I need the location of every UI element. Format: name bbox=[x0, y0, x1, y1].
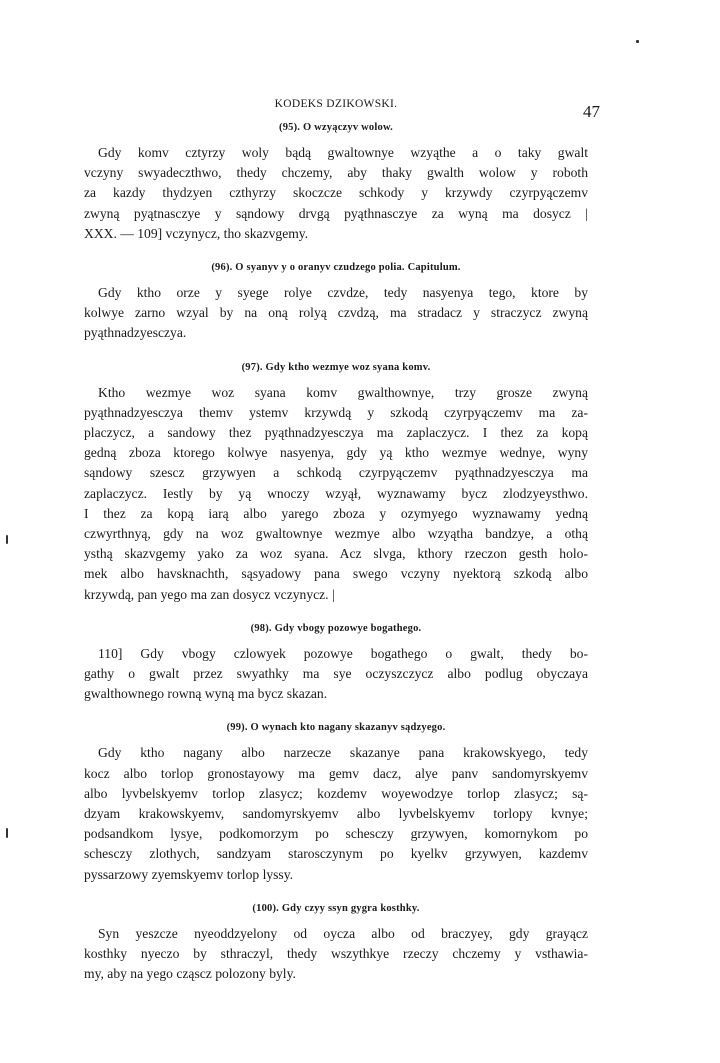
text-line: ysthą skazvgemy yako za woz syana. Acz slvga, kthory rzeczon gesth holo- bbox=[84, 546, 588, 562]
text-line: schesczy zlothych, sandzyam starosczynym po kyelkv grzywyen, kazdemv bbox=[84, 846, 588, 862]
text-line: albo lyvbelskyemv torlop zlasycz; kozdemv woyewodzye torlop zlasycz; są- bbox=[84, 785, 588, 801]
section-paragraph bbox=[84, 644, 588, 705]
section-heading: (100). Gdy czyy ssyn gygra kosthky. bbox=[252, 902, 420, 914]
text-line: Gdy komv cztyrzy woly bądą gwaltownye wzyąthe a o taky gwalt bbox=[98, 145, 588, 160]
text-line: pyąthnadzyesczya. bbox=[84, 325, 187, 341]
section-heading: (97). Gdy ktho wezmye woz syana komv. bbox=[241, 361, 431, 373]
section-paragraph bbox=[84, 143, 588, 244]
scan-speck bbox=[6, 535, 8, 544]
section-paragraph bbox=[84, 743, 588, 884]
text-line: vczyny swyadeczthwo, thedy chczemy, aby thaky gwalth wolow y roboth bbox=[84, 165, 588, 181]
section-heading: (98). Gdy vbogy pozowye bogathego. bbox=[250, 622, 422, 634]
text-line: zwyną pyątnasczye y sąndowy drvgą pyąthnasczye za wyną ma dosycz | bbox=[84, 205, 588, 221]
running-head bbox=[84, 92, 600, 122]
scan-speck bbox=[6, 828, 8, 838]
text-line: placzycz, a sandowy thez pyąthnadzyesczya ma zaplaczycz. I thez za kopą bbox=[84, 425, 588, 441]
text-line: krzywdą, pan yego ma zan dosycz vczynycz. | bbox=[84, 586, 335, 602]
text-line: Gdy ktho nagany albo narzecze skazanye pana krakowskyego, tedy bbox=[98, 745, 588, 761]
text-line: gwalthownego rowną wyną ma bycz skazan. bbox=[84, 686, 328, 702]
section-heading: (95). O wzyączyv wolow. bbox=[279, 122, 393, 133]
text-line: zaplaczycz. Iestly by yą wnoczy wzyął, wyznawamy bycz zlodzyeysthwo. bbox=[84, 485, 588, 501]
section-paragraph bbox=[84, 924, 588, 985]
document-body bbox=[84, 122, 588, 985]
text-line: gedną zboza ktorego kolwye nasyenya, gdy yą ktho wezmye wednye, wyny bbox=[84, 445, 588, 461]
page-number: 47 bbox=[583, 102, 600, 121]
section-heading: (96). O syanyv y o oranyv czudzego polia. Capitulum. bbox=[211, 262, 461, 274]
text-line: I thez za kopą iarą albo yarego zboza y ozymyego wyznawamy yedną bbox=[84, 505, 588, 521]
text-line: pyssarzowy zyemskyemv torlop lyssy. bbox=[84, 866, 294, 882]
text-line: kosthky nyeczo by sthraczyl, thedy wszythkye rzeczy chczemy y vsthawia- bbox=[84, 946, 588, 962]
text-line: mek albo havsknachth, sąsyadowy pana swego vczyny nyektorą szkodą albo bbox=[84, 566, 588, 582]
text-line: sąndowy szescz grzywyen a schkodą czyrpyączemv pyąthnadzyesczya ma bbox=[84, 465, 588, 481]
text-line: 110] Gdy vbogy czlowyek pozowye bogathego o gwalt, thedy bo- bbox=[98, 645, 588, 661]
text-line: kocz albo torlop gronostayowy ma gemv dacz, alye panv sandomyrskyemv bbox=[84, 765, 588, 781]
text-line: Syn yeszcze nyeoddzyelony od oycza albo od braczyey, gdy grayącz bbox=[98, 925, 588, 941]
text-line: pyąthnadzyesczya themv ystemv krzywdą y szkodą czyrpyączemv ma za- bbox=[84, 404, 588, 420]
section-paragraph bbox=[84, 383, 588, 605]
section-paragraph bbox=[84, 283, 588, 344]
text-line: dzyam krakowskyemv, sandomyrskyemv albo lyvbelskyemv torlopy kvnye; bbox=[84, 806, 588, 822]
text-line: XXX. — 109] vczynycz, tho skazvgemy. bbox=[84, 225, 309, 241]
text-line: my, aby na yego cząscz polozony byly. bbox=[84, 966, 296, 982]
text-line: gathy o gwalt przez swyathky ma sye oczyszczycz albo podlug obyczaya bbox=[84, 666, 588, 682]
text-line: za kazdy thydzyen czthyrzy skoczcze schkody y krzywdy czyrpyączemv bbox=[84, 185, 588, 201]
page bbox=[84, 92, 600, 985]
text-line: kolwye zarno wzyal by na oną rolyą czvdzą, ma stradacz y straczycz zwyną bbox=[84, 305, 588, 321]
scan-speck bbox=[636, 40, 639, 43]
text-line: podsandkom lysye, podkomorzym po schesczy grzywyen, komornykom po bbox=[84, 826, 588, 842]
section-heading: (99). O wynach kto nagany skazanyv sądzyego. bbox=[226, 722, 446, 734]
running-title: KODEKS DZIKOWSKI. bbox=[274, 98, 398, 110]
text-line: czwyrthnyą, gdy na woz gwaltownye wezmye albo wzyątha bandzye, a othą bbox=[84, 526, 588, 542]
text-line: Gdy ktho orze y syege rolye czvdze, tedy nasyenya tego, ktore by bbox=[98, 285, 588, 301]
text-line: Ktho wezmye woz syana komv gwalthownye, trzy grosze zwyną bbox=[98, 384, 588, 400]
